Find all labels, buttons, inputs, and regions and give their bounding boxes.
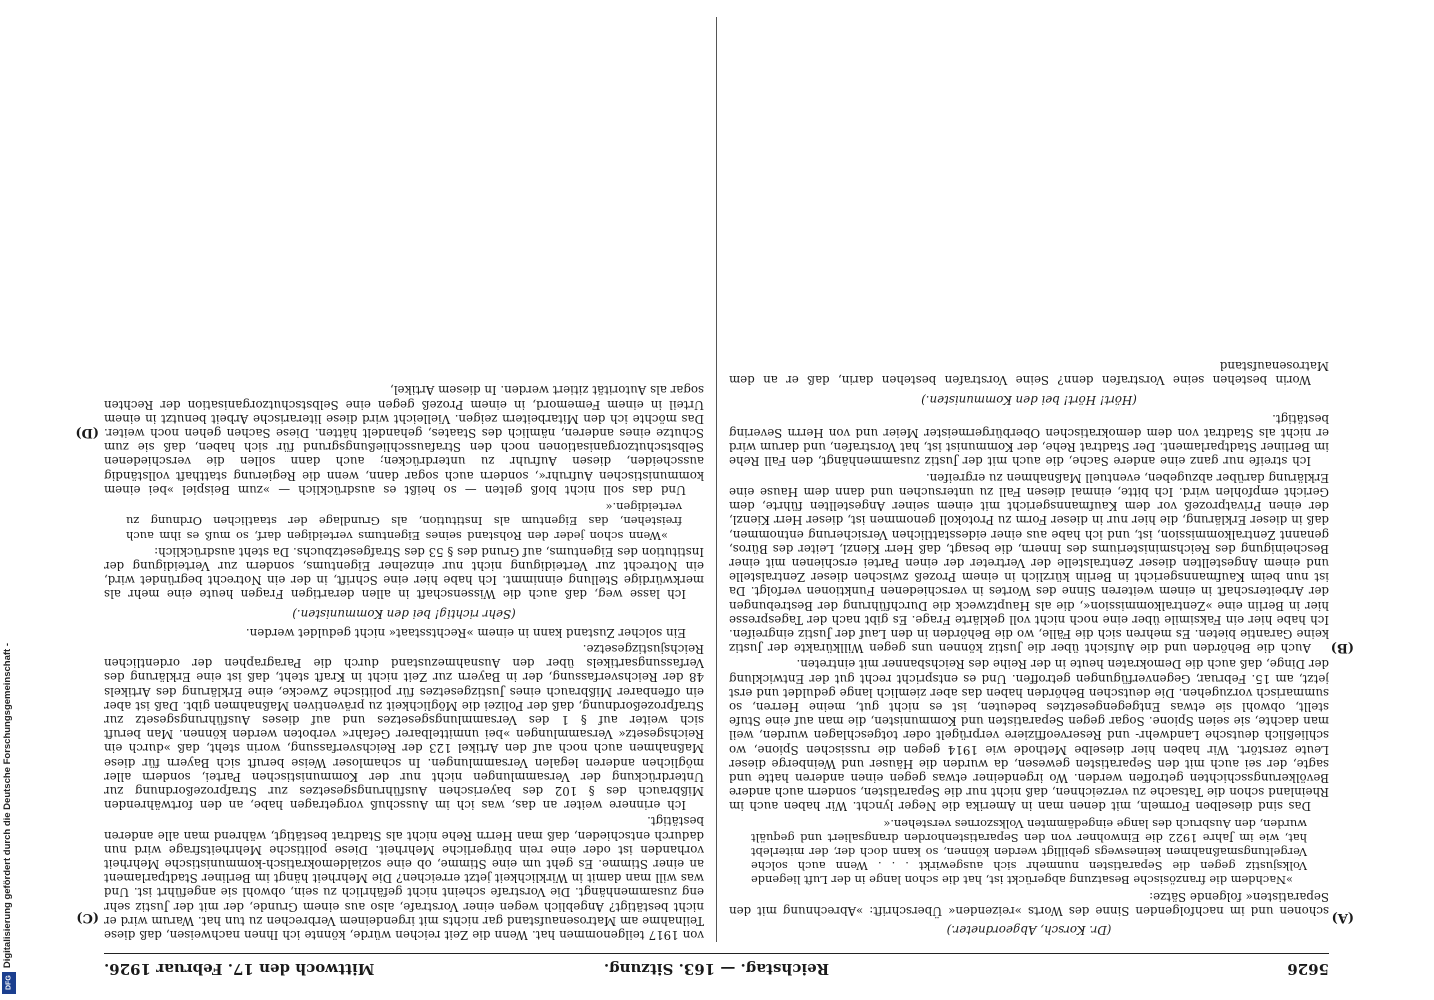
page-header bbox=[104, 953, 1329, 988]
margin-mark-d: (D) bbox=[75, 425, 99, 440]
paragraph: schonen und im nachfolgenden Sinne des Worts »reizenden« Überschrift: »Abrechnung mit den Separatisten« folgende Sätze: bbox=[729, 889, 1329, 918]
paragraph: Ich lasse weg, daß auch die Wissenschaft in allen derartigen Fragen heute eine mehr als merkwürdige Stellung einnimmt. Ich habe hier eine Schrift, in der ein Notrecht begründet wird, ein Notrecht zur Verteidigung nicht nur einzelner Eigentums, sondern zur Verteidigung der Institution des Eigentums, auf Grund des § 53 des Strafgesetzbuchs. Da steht ausdrücklich: bbox=[104, 544, 704, 602]
speaker-note: (Dr. Korsch, Abgeordneter.) bbox=[946, 923, 1112, 937]
margin-mark-c: (C) bbox=[76, 910, 99, 925]
paragraph: Und das soll nicht bloß gelten — so heißt es ausdrücklich — »zum Beispiel »bei einem kommunistischen Aufruhr«, sondern auch sogar dann, wenn die Regierung statthaft vollständig ausscheiden, diesen Aufruhr zu unterdrücken; auch dann sollen die verschiedenen Selbstschutzorganisationen noch den Strafausschließungsgrund für sich haben, daß sie zum Schutze eines anderen, nämlich des Staates, gehandelt hätten. Diese Sachen gehen noch weiter. Das möchte ich den Mitarbeitern zeigen. Vielleicht wird diese literarische Arbeit benutzt in einem Urteil in einem Fememord, in einem Prozeß gegen eine Selbstschutzorganisation der Rechten sogar als Autorität zitiert werden. In diesem Artikel, bbox=[104, 383, 704, 497]
column-divider bbox=[716, 17, 717, 942]
margin-mark-b: (B) bbox=[1330, 640, 1354, 655]
dfg-logo: DFG bbox=[2, 972, 16, 994]
block-quote: »Nachdem die französische Besatzung abgerückt ist, hat die schon lange in der Luft liegende Volksjustiz gegen die Separatisten nunmehr sich ausgewirkt . . . Wenn auch solche Vergeltungsmaßnahmen keineswegs gebilligt werden können, so kann doch der, der miterlebt hat, wie im Jahre 1922 die Einwohner von den Separatistenhorden drangsaliert und gequält wurden, den Ausbruch des lange eingedämmten Volkszornes verstehen.« bbox=[751, 816, 1307, 888]
interjection: (Sehr richtig! bei den Kommunisten.) bbox=[292, 606, 516, 621]
digitization-credit-strip bbox=[0, 0, 18, 1000]
digitization-credit: Digitalisierung gefördert durch die Deutsche Forschungsgemeinschaft - bbox=[2, 642, 13, 968]
interjection: (Hört! Hört! bei den Kommunisten.) bbox=[921, 392, 1137, 407]
paragraph: Ein solcher Zustand kann in einem »Rechtsstaat« nicht geduldet werden. bbox=[245, 625, 686, 640]
block-quote: »Wenn schon jeder den Rohstand seines Eigentums verteidigen darf, so muß es ihm auch freistehen, das Eigentum als Institution, als Grundlage der staatlichen Ordnung zu verteidigen.« bbox=[126, 500, 682, 543]
paragraph: Das sind dieselben Formeln, mit denen man in Amerika die Neger lyncht. Wir haben auch im Rheinland schon die Tatsache zu verzeichnen, daß nicht nur die Separatisten, sondern auch andere Bevölkerungsschichten getroffen werden. Wo irgendeiner etwas gegen einen anderen hatte und sagte, der sei auch mit den Separatisten gewesen, da wurden die Häuser und Weinberge dieser Leute zerstört. Wir haben hier dieselbe Methode wie 1914 gegen die russischen Spione, wo schließlich deutsche Landwehr- und Reserveoffiziere verprügelt oder totgeschlagen wurden, weil man dachte, sie seien Spione. Sogar gegen Separatisten und Kommunisten, die man auf eine Stufe stellt, obwohl sie etwas Entgegengesetztes bedeuten, ist es nicht gut, meine Herren, so summarisch vorzugehen. Die deutschen Behörden haben das aber ziemlich lange geduldet und erst jetzt, am 15. Februar, Gegenverfügungen getroffen. Und es entspricht recht gut der Entwicklung der Dinge, daß auch die Demokraten heute in der Reihe des Reichsbanner mit eintreten. bbox=[729, 657, 1329, 814]
page-number: 5626 bbox=[1287, 960, 1329, 978]
paragraph: Auch die Behörden und die Aufsicht über die Justiz können uns gegen Willkürakte der Justiz keine Garantie bieten. Es mehren sich die Fälle, wo die Behörden in den Lauf der Justiz eingreifen. Ich habe hier ein Faksimile über eine noch nicht voll geklärte Frage. Es gibt nach der Tagespresse hier in Berlin eine »Zentralkommission«, die als Hauptzweck die Durchführung der Bestrebungen der Arbeiterschaft in einem weiteren Sinne des Wortes in verschiedenen Funktionen verfolgt. Da ist nun beim Kaufmannsgericht in Berlin kürzlich in einem Prozeß zwischen dieser Zentralstelle und einem Angestellten dieser Zentralstelle der Vertreter der einen Partei erschienen mit einer Bescheinigung des Reichsministeriums des Innern, die besagt, daß Herr Kienzl, Leiter des Büros, genannt Zentralkommission, ist, und ich habe aus einer eidesstattlichen Versicherung entnommen, daß in dieser Erklärung, die hier nur in dieser Form zu Protokoll genommen ist, dieser Herr Kienzl, der einen Privatprozeß vor dem Kaufmannsgericht mit einem seiner Angestellten führte, dem Gericht empfohlen wird. Ich bitte, einmal diesen Fall zu untersuchen und dann dem Hause eine Erklärung darüber abzugeben, eventuell Maßnahmen zu ergreifen. bbox=[729, 470, 1329, 656]
paragraph: Ich erinnere weiter an das, was ich im Ausschuß vorgetragen habe, an den fortwährenden Mißbrauch des § 102 des bayerischen Ausführungsgesetzes zur Strafprozeßordnung zur Unterdrückung der Versammlungen nicht nur der Kommunistischen Partei, sondern aller möglichen anderen legalen Versammlungen. In schamloser Weise beruft sich Bayern für diese Maßnahmen auch noch auf den Artikel 123 der Reichsverfassung, worin steht, daß »durch ein Reichsgesetz« Versammlungen »bei unmittelbarer Gefahr« verboten werden können. Man beruft sich weiter auf § 1 des Versammlungsgesetzes und auf dieses Ausführungsgesetz zur Strafprozeßordnung, daß der Polizei die Möglichkeit zu präventiven Maßnahmen gibt. Daß ist aber ein offenbarer Mißbrauch eines Justizgesetzes für politische Zwecke, eine Erklärung des Artikels 48 der Reichsverfassung, der in Bayern zur Zeit nicht in Kraft steht, daß ist eine Erklärung des Verfassungsartikels über den Ausnahmezustand durch die Paragraphen der ordentlichen Reichsjustizgesetze. bbox=[104, 641, 704, 813]
paragraph: Ich streife nur ganz eine andere Sache, die auch mit der Justiz zusammenhängt, den Fall Rehe im Berliner Stadtparlament. Der Stadtrat Rehe, der Kommunist ist, hat Vorstrafen, und darum wird er nicht als Stadtrat von dem demokratischen Oberbürgermeister Meier und von Herrn Severing bestätigt. bbox=[729, 411, 1329, 469]
running-title: Reichstag. — 163. Sitzung. bbox=[603, 960, 830, 978]
paragraph: von 1917 teilgenommen hat. Wenn die Zeit reichen würde, könnte ich Ihnen nachweisen, daß diese Teilnahme am Matrosenaufstand gar nichts mit irgendeinem Verbrechen zu tun hat. Warum wird er nicht bestätigt? Angeblich wegen einer Vorstrafe, also aus einem Grunde, der mit der Justiz sehr eng zusammenhängt. Die Vorstrafe scheint nicht gefährlich zu sein, obwohl sie angeführt ist. Und was will man damit in Wirklichkeit jetzt erreichen? Die Mehrheit hängt im Berliner Stadtparlament an einer Stimme. Es geht um eine Stimme, ob eine sozialdemokratisch-kommunistische Mehrheit vorhanden ist oder eine rein bürgerliche Mehrheit. Diese politische Mehrheitsfrage wird nun dadurch entschieden, daß man Herrn Rehe nicht als Stadtrat bestätigt, während man alle anderen bestätigt. bbox=[104, 814, 704, 942]
session-date: Mittwoch den 17. Februar 1926. bbox=[104, 960, 375, 978]
right-text-column bbox=[104, 17, 704, 942]
margin-mark-a: (A) bbox=[1331, 910, 1354, 925]
paragraph: Worin bestehen seine Vorstrafen denn? Seine Vorstrafen bestehen darin, daß er an dem Matrosenaufstand bbox=[729, 359, 1329, 388]
left-text-column bbox=[729, 17, 1329, 942]
